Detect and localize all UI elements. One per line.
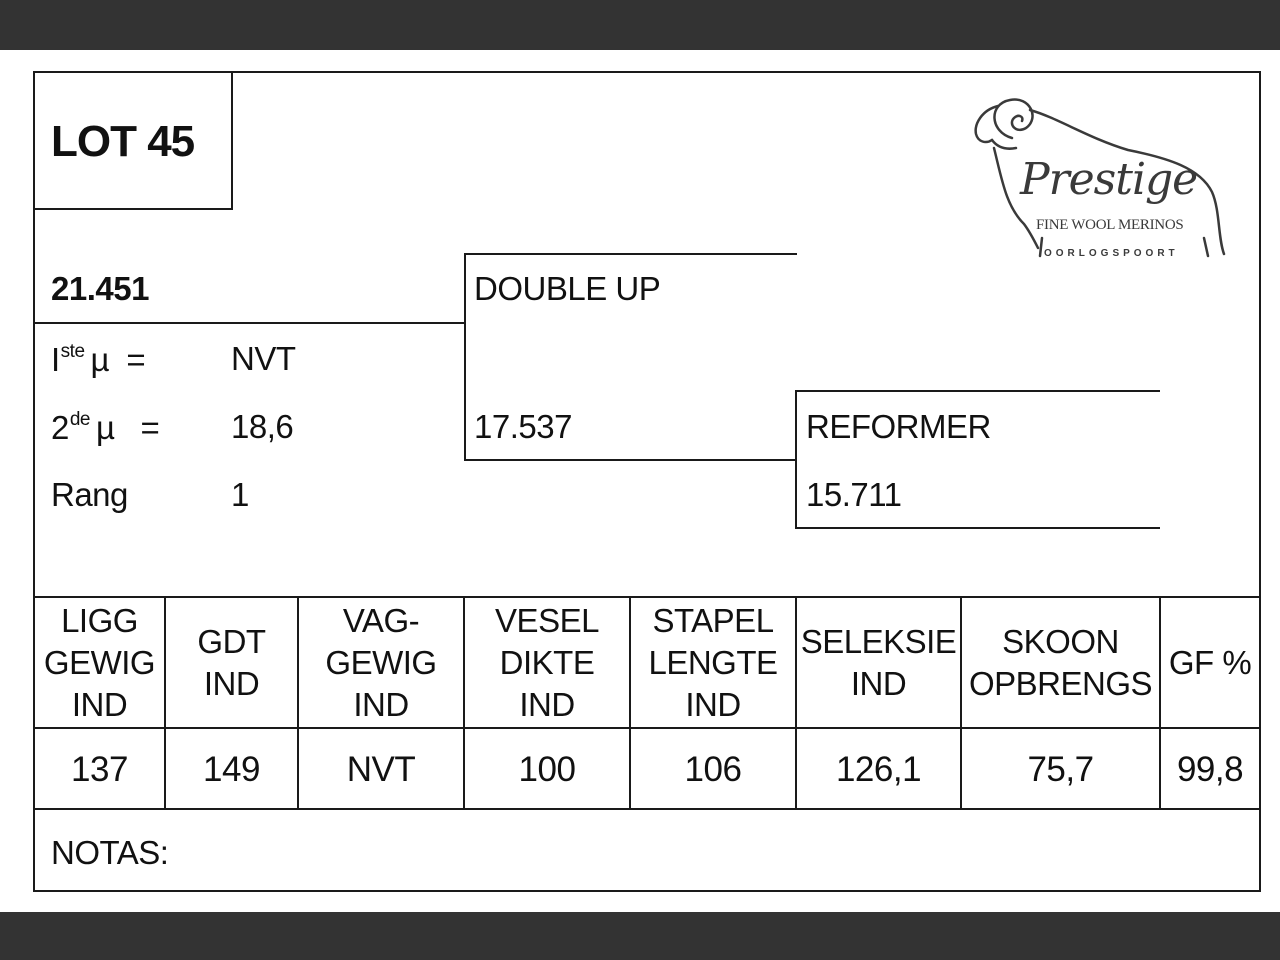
- reformer-label: REFORMER: [806, 408, 991, 445]
- value-seleksie: 126,1: [835, 750, 922, 789]
- logo-subtitle: FINE WOOL MERINOS: [1036, 217, 1184, 233]
- second-mu-label: 2de µ =: [51, 409, 160, 446]
- logo-brand: Prestige: [1020, 154, 1198, 205]
- second-mu-value: 18,6: [231, 408, 294, 445]
- logo-location: OORLOGSPOORT: [1044, 248, 1179, 259]
- value-ligg-gewig: 137: [71, 750, 128, 789]
- header-vesel-dikte: VESEL DIKTE IND: [495, 602, 599, 723]
- value-vag-gewig: NVT: [346, 750, 416, 789]
- header-ligg-gewig: LIGG GEWIG IND: [43, 602, 156, 723]
- value-vesel-dikte: 100: [518, 750, 576, 789]
- value-skoon-opbrengs: 75,7: [1027, 750, 1094, 789]
- header-gdt: GDT IND: [197, 623, 266, 702]
- lot-label: LOT 45: [51, 117, 195, 166]
- value-gdt: 149: [203, 750, 260, 789]
- header-skoon-opbrengs: SKOON OPBRENGS: [968, 623, 1153, 702]
- reformer-value: 15.711: [806, 476, 902, 513]
- header-gf-percent: GF %: [1168, 644, 1252, 681]
- rang-label: Rang: [51, 476, 128, 513]
- header-seleksie: SELEKSIE IND: [800, 623, 957, 702]
- first-mu-value: NVT: [231, 340, 296, 377]
- double-up-value: 17.537: [474, 408, 572, 445]
- header-vag-gewig: VAG- GEWIG IND: [325, 602, 437, 723]
- id-number: 21.451: [51, 270, 149, 307]
- first-mu-label: Iste µ =: [51, 341, 146, 378]
- rang-value: 1: [231, 476, 249, 513]
- header-stapel-lengte: STAPEL LENGTE IND: [648, 602, 778, 723]
- notes-label: NOTAS:: [51, 834, 169, 871]
- value-gf-percent: 99,8: [1176, 750, 1244, 789]
- prestige-logo: [968, 88, 1238, 263]
- double-up-label: DOUBLE UP: [474, 270, 661, 307]
- value-stapel-lengte: 106: [684, 750, 742, 789]
